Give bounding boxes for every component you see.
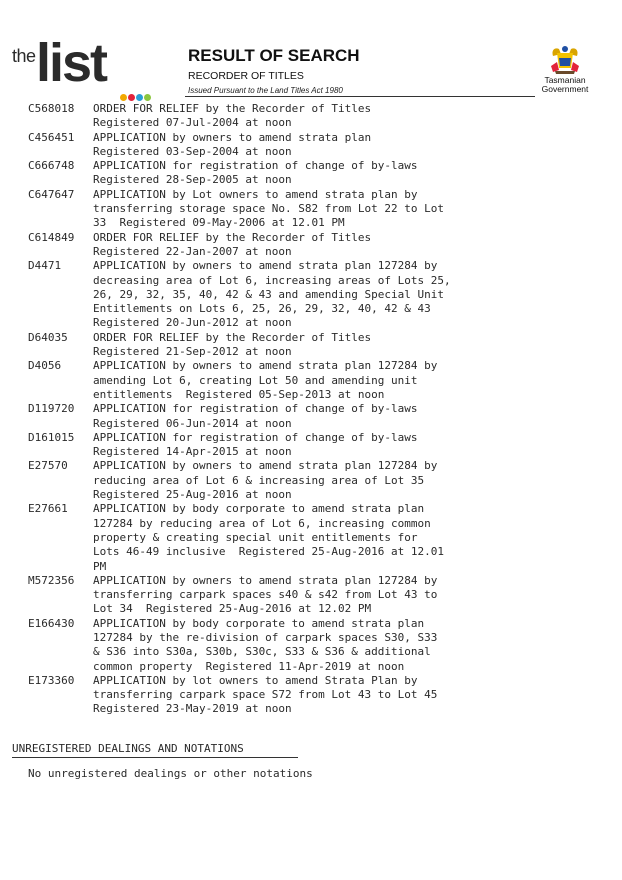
- dealing-description: [93, 259, 608, 330]
- dealing-ref: C614849: [28, 230, 75, 244]
- dealing-line: Registered 14-Apr-2015 at noon: [93, 445, 292, 459]
- dealing-ref: D161015: [28, 430, 75, 444]
- dealing-ref: C456451: [28, 130, 75, 144]
- dealing-ref: C647647: [28, 187, 75, 201]
- dealing-line: Entitlements on Lots 6, 25, 26, 29, 32, 40, 42 & 43: [93, 302, 431, 316]
- dealing-line: Lots 46-49 inclusive Registered 25-Aug-2016 at 12.01: [93, 545, 444, 559]
- dealing-entry: [28, 402, 608, 431]
- dealing-line: APPLICATION by body corporate to amend strata plan: [93, 502, 425, 516]
- dealing-line: common property Registered 11-Apr-2019 at noon: [93, 659, 405, 673]
- dealing-description: [93, 102, 608, 131]
- dealing-line: transferring carpark spaces s40 & s42 from Lot 43 to: [93, 588, 438, 602]
- dealing-ref: D119720: [28, 402, 75, 416]
- dealing-line: property & creating special unit entitlements for: [93, 530, 418, 544]
- dealing-line: APPLICATION by lot owners to amend Strata Plan by: [93, 673, 418, 687]
- dealing-line: & S36 into S30a, S30b, S30c, S33 & S36 & additional: [93, 645, 431, 659]
- dealing-ref: E27661: [28, 502, 68, 516]
- dealing-ref: M572356: [28, 573, 75, 587]
- dealing-ref: E166430: [28, 616, 75, 630]
- page-subtitle: RECORDER OF TITLES: [188, 70, 304, 82]
- dealing-description: [93, 617, 608, 674]
- dealing-line: Registered 21-Sep-2012 at noon: [93, 345, 292, 359]
- dealing-line: 127284 by reducing area of Lot 6, increasing common: [93, 516, 431, 530]
- dealing-line: Registered 28-Sep-2005 at noon: [93, 173, 292, 187]
- dealing-line: APPLICATION by owners to amend strata plan 127284 by: [93, 359, 438, 373]
- dealing-entry: [28, 617, 608, 674]
- dealing-line: APPLICATION by owners to amend strata plan 127284 by: [93, 459, 438, 473]
- dealing-description: [93, 131, 608, 160]
- dealing-entry: [28, 188, 608, 231]
- dealing-line: ORDER FOR RELIEF by the Recorder of Titles: [93, 330, 372, 344]
- dealing-ref: C666748: [28, 159, 75, 173]
- dealing-entry: [28, 459, 608, 502]
- dealing-description: [93, 231, 608, 260]
- dealing-entry: [28, 674, 608, 717]
- document-header: [0, 0, 622, 100]
- dealing-line: Registered 25-Aug-2016 at noon: [93, 488, 292, 502]
- dealing-line: Registered 22-Jan-2007 at noon: [93, 244, 292, 258]
- dealing-description: [93, 331, 608, 360]
- logo-list-text: list: [36, 33, 107, 93]
- dealing-description: [93, 402, 608, 431]
- dealing-line: APPLICATION by owners to amend strata plan 127284 by: [93, 259, 438, 273]
- dealing-line: APPLICATION for registration of change of by-laws: [93, 430, 418, 444]
- dealing-line: Registered 03-Sep-2004 at noon: [93, 144, 292, 158]
- dealing-line: Registered 20-Jun-2012 at noon: [93, 316, 292, 330]
- dealing-description: [93, 459, 608, 502]
- dealing-ref: E173360: [28, 673, 75, 687]
- logo-the-text: the: [12, 46, 36, 66]
- dealing-description: [93, 502, 608, 573]
- dealing-entry: [28, 259, 608, 330]
- dealing-description: [93, 674, 608, 717]
- dealing-line: APPLICATION by Lot owners to amend strata plan by: [93, 187, 418, 201]
- dealing-description: [93, 431, 608, 460]
- thelist-logo: [12, 33, 152, 97]
- dealing-entry: [28, 359, 608, 402]
- logo-dot: [128, 94, 135, 101]
- dealing-line: entitlements Registered 05-Sep-2013 at noon: [93, 387, 385, 401]
- dealing-entry: [28, 231, 608, 260]
- dealing-entry: [28, 574, 608, 617]
- dealing-entry: [28, 331, 608, 360]
- dealing-line: APPLICATION by body corporate to amend strata plan: [93, 616, 425, 630]
- dealing-line: 33 Registered 09-May-2006 at 12.01 PM: [93, 216, 345, 230]
- dealing-line: transferring carpark space S72 from Lot 43 to Lot 45: [93, 688, 438, 702]
- dealing-entry: [28, 159, 608, 188]
- unregistered-body: No unregistered dealings or other notations: [28, 767, 313, 780]
- logo-dot: [144, 94, 151, 101]
- gov-line2: Government: [541, 84, 589, 94]
- dealing-line: APPLICATION by owners to amend strata plan 127284 by: [93, 573, 438, 587]
- dealing-line: 26, 29, 32, 35, 40, 42 & 43 and amending Special Unit: [93, 287, 444, 301]
- dealing-line: transferring storage space No. S82 from Lot 22 to Lot: [93, 202, 444, 216]
- dealing-line: ORDER FOR RELIEF by the Recorder of Titles: [93, 230, 372, 244]
- dealing-ref: D64035: [28, 330, 68, 344]
- logo-dot: [136, 94, 143, 101]
- dealing-line: 127284 by the re-division of carpark spaces S30, S33: [93, 630, 438, 644]
- dealing-line: APPLICATION for registration of change of by-laws: [93, 402, 418, 416]
- dealing-line: decreasing area of Lot 6, increasing areas of Lots 25,: [93, 273, 451, 287]
- logo-dot: [120, 94, 127, 101]
- dealing-description: [93, 574, 608, 617]
- dealing-line: Lot 34 Registered 25-Aug-2016 at 12.02 PM: [93, 602, 372, 616]
- dealing-ref: D4471: [28, 259, 62, 273]
- dealing-line: APPLICATION for registration of change of by-laws: [93, 159, 418, 173]
- dealing-ref: D4056: [28, 359, 62, 373]
- header-divider: [185, 96, 535, 97]
- gov-line1: Tasmanian: [544, 75, 586, 85]
- dealing-line: APPLICATION by owners to amend strata plan: [93, 130, 372, 144]
- dealing-line: amending Lot 6, creating Lot 50 and amending unit: [93, 373, 418, 387]
- dealing-description: [93, 159, 608, 188]
- unregistered-heading: UNREGISTERED DEALINGS AND NOTATIONS: [12, 742, 244, 755]
- dealing-ref: C568018: [28, 102, 75, 115]
- dealing-entry: [28, 131, 608, 160]
- dealing-line: ORDER FOR RELIEF by the Recorder of Titles: [93, 102, 372, 115]
- dealing-entry: [28, 102, 608, 131]
- dealing-line: reducing area of Lot 6 & increasing area of Lot 35: [93, 473, 425, 487]
- dealing-ref: E27570: [28, 459, 68, 473]
- page-title: RESULT OF SEARCH: [188, 46, 360, 65]
- issued-note: Issued Pursuant to the Land Titles Act 1980: [188, 86, 343, 95]
- dealings-list: [28, 102, 608, 717]
- dealing-entry: [28, 431, 608, 460]
- dealing-description: [93, 359, 608, 402]
- tasmanian-government-logo: [536, 44, 594, 98]
- dealing-line: Registered 23-May-2019 at noon: [93, 702, 292, 716]
- unregistered-heading-underline: [12, 757, 298, 758]
- dealing-description: [93, 188, 608, 231]
- dealing-line: Registered 06-Jun-2014 at noon: [93, 416, 292, 430]
- dealing-line: PM: [93, 559, 107, 573]
- title-block: [188, 46, 360, 82]
- coat-of-arms-icon: [545, 44, 585, 76]
- dealing-line: Registered 07-Jul-2004 at noon: [93, 116, 292, 130]
- dealing-entry: [28, 502, 608, 573]
